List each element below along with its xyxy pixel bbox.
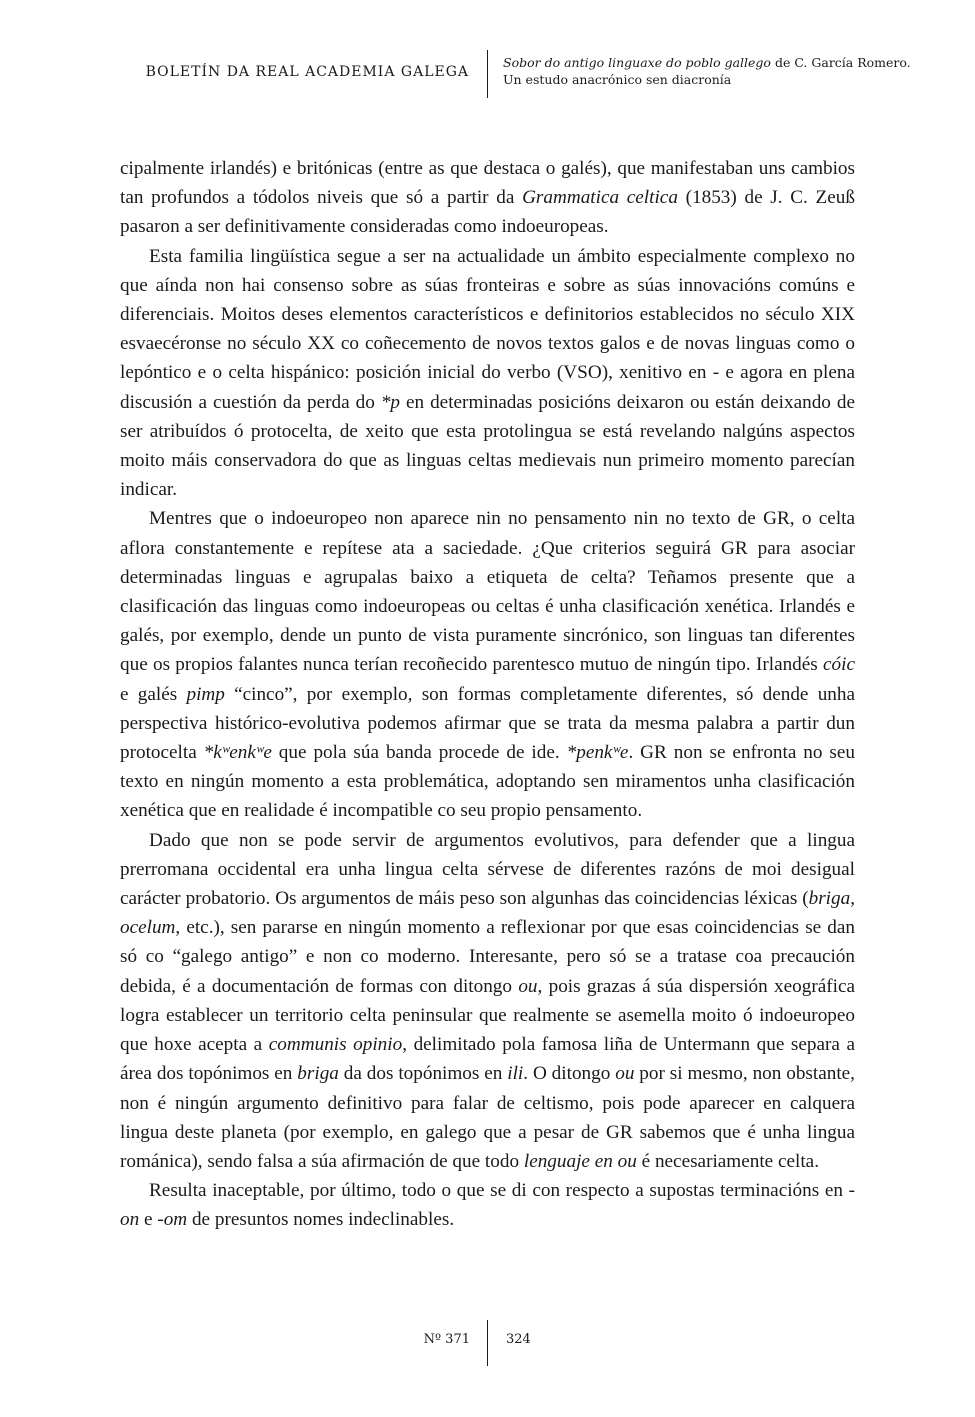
- text-run: , delimitado pola famosa liña de Untermann que separa a área dos topónimos en: [120, 1034, 856, 1085]
- text-run: e galés: [120, 683, 187, 705]
- italic-run: *p: [380, 391, 400, 413]
- italic-run: ocelum: [120, 917, 176, 939]
- italic-run: communis opinio: [268, 1034, 403, 1056]
- page-footer: [0, 1320, 975, 1370]
- text-run: , etc.), sen pararse en ningún momento a reflexionar por que esas coincidencias se dan só co “galego antigo” e non co moderno. Interesante, pero só se a tratase coa precaución debida, é a documentación de formas con ditongo: [120, 917, 855, 997]
- text-run: que pola súa banda procede de ide.: [271, 742, 567, 764]
- text-run: . GR non se enfronta no seu texto en ningún momento a esta problemática, adoptando sen miramentos unha clasificación xenética que en realidade é incompatible co seu propio pensamento.: [120, 742, 856, 822]
- text-run: Mentres que o indoeuropeo non aparece nin no pensamento nin no texto de GR, o celta aflora constantemente e repítese ata a saciedade. ¿Que criterios seguirá GR para asociar determinadas linguas e agrupalas baixo a etiqueta de celta? Teñamos presente que a clasificación das linguas como indoeuropeas ou celtas é unha clasificación xenética. Irlandés e galés, por exemplo, dende un punto de vista puramente sincrónico, son linguas tan diferentes que os propios falantes nunca terían recoñecido parentesco mutuo de ningún tipo. Irlandés: [120, 508, 855, 676]
- text-run: Dado que non se pode servir de argumentos evolutivos, para defender que a lingua prerromana occidental era unha lingua celta sérvese de diferentes razóns de moi desigual carácter probatorio. Os argumentos de máis peso son algunhas das coincidencias léxicas (: [120, 829, 855, 910]
- article-reference: [503, 54, 911, 88]
- text-run: é necesariamente celta.: [636, 1150, 819, 1172]
- italic-run: Grammatica celtica: [522, 187, 678, 209]
- issue-number: Nº 371: [423, 1332, 470, 1347]
- article-subtitle: Un estudo anacrónico sen diacronía: [503, 72, 732, 87]
- italic-run: *kʷenkʷe: [203, 742, 272, 764]
- text-run: (1853) de J. C. Zeuß pasaron a ser definitivamente consideradas como indoeuropeas.: [120, 187, 855, 238]
- italic-run: briga: [808, 888, 851, 910]
- text-run: da dos topónimos en: [338, 1063, 508, 1085]
- text-run: ,: [850, 888, 855, 910]
- journal-title: BOLETÍN DA REAL ACADEMIA GALEGA: [145, 64, 469, 80]
- page-number: 324: [506, 1332, 531, 1347]
- italic-run: lenguaje en ou: [523, 1150, 637, 1172]
- text-run: de presuntos nomes indeclinables.: [187, 1209, 455, 1231]
- italic-run: ili: [507, 1063, 524, 1085]
- italic-run: briga: [297, 1063, 339, 1085]
- text-run: “cinco”, por exemplo, son formas completamente diferentes, só dende unha perspectiva histórico-evolutiva podemos afirmar que se trata da mesma palabra a partir dun protocelta: [120, 683, 855, 764]
- italic-run: -om: [157, 1209, 188, 1231]
- paragraph-1: [120, 154, 855, 242]
- text-run: en determinadas posicións deixaron ou están deixando de ser atribuídos ó protocelta, de xeito que esta protolingua se está revelando nalgúns aspectos moito máis conservadora do que as linguas celtas medievais nun primeiro momento parecían indicar.: [120, 391, 855, 501]
- running-header: [0, 0, 975, 110]
- italic-run: ou: [615, 1063, 635, 1085]
- text-run: por si mesmo, non obstante, non é ningún argumento definitivo para falar de celtismo, pois pode aparecer en calquera lingua deste planeta (por exemplo, en galego que a pesar de GR sabemos que é unha lingua románica), sendo falsa a súa afirmación de que todo: [120, 1063, 855, 1172]
- paragraph-2: [120, 242, 855, 505]
- paragraph-5: [120, 1176, 855, 1234]
- paragraph-3: [120, 504, 855, 825]
- article-author: de C. García Romero.: [770, 55, 911, 70]
- italic-run: *penkʷe: [566, 742, 629, 764]
- footer-divider: [487, 1320, 488, 1366]
- article-title: Sobor do antigo linguaxe do poblo gallego: [503, 55, 771, 70]
- italic-run: pimp: [186, 683, 225, 705]
- text-run: , pois grazas á súa dispersión xeográfica logra establecer un territorio celta peninsular que realmente se asemella moito ó indoeuropeo que hoxe acepta a: [120, 975, 855, 1056]
- text-run: Resulta inaceptable, por último, todo o que se di con respecto a supostas terminacións en: [149, 1180, 849, 1202]
- text-run: . O ditongo: [523, 1063, 616, 1085]
- italic-run: -on: [120, 1180, 855, 1231]
- text-run: Esta familia lingüística segue a ser na actualidade un ámbito especialmente complexo no que aínda non hai consenso sobre as súas fronteiras e sobre as súas innovacións comúns e diferenciais. Moitos deses elementos característicos e definitorios establecidos no século XIX esvaecéronse no século XX co coñecemento de novos textos galos e de novas linguas como o lepóntico e o celta hispánico: posición inicial do verbo (VSO), xenitivo en - e agora en plena discusión a cuestión da perda do: [120, 245, 855, 413]
- italic-run: ou: [518, 975, 538, 997]
- text-run: cipalmente irlandés) e britónicas (entre as que destaca o galés), que manifestaban uns cambios tan profundos a tódolos niveis que só a partir da: [120, 158, 855, 209]
- header-divider: [487, 50, 488, 98]
- paragraph-4: [120, 826, 855, 1176]
- body-text: [120, 154, 855, 1235]
- italic-run: cóic: [823, 654, 855, 676]
- text-run: e: [139, 1209, 158, 1231]
